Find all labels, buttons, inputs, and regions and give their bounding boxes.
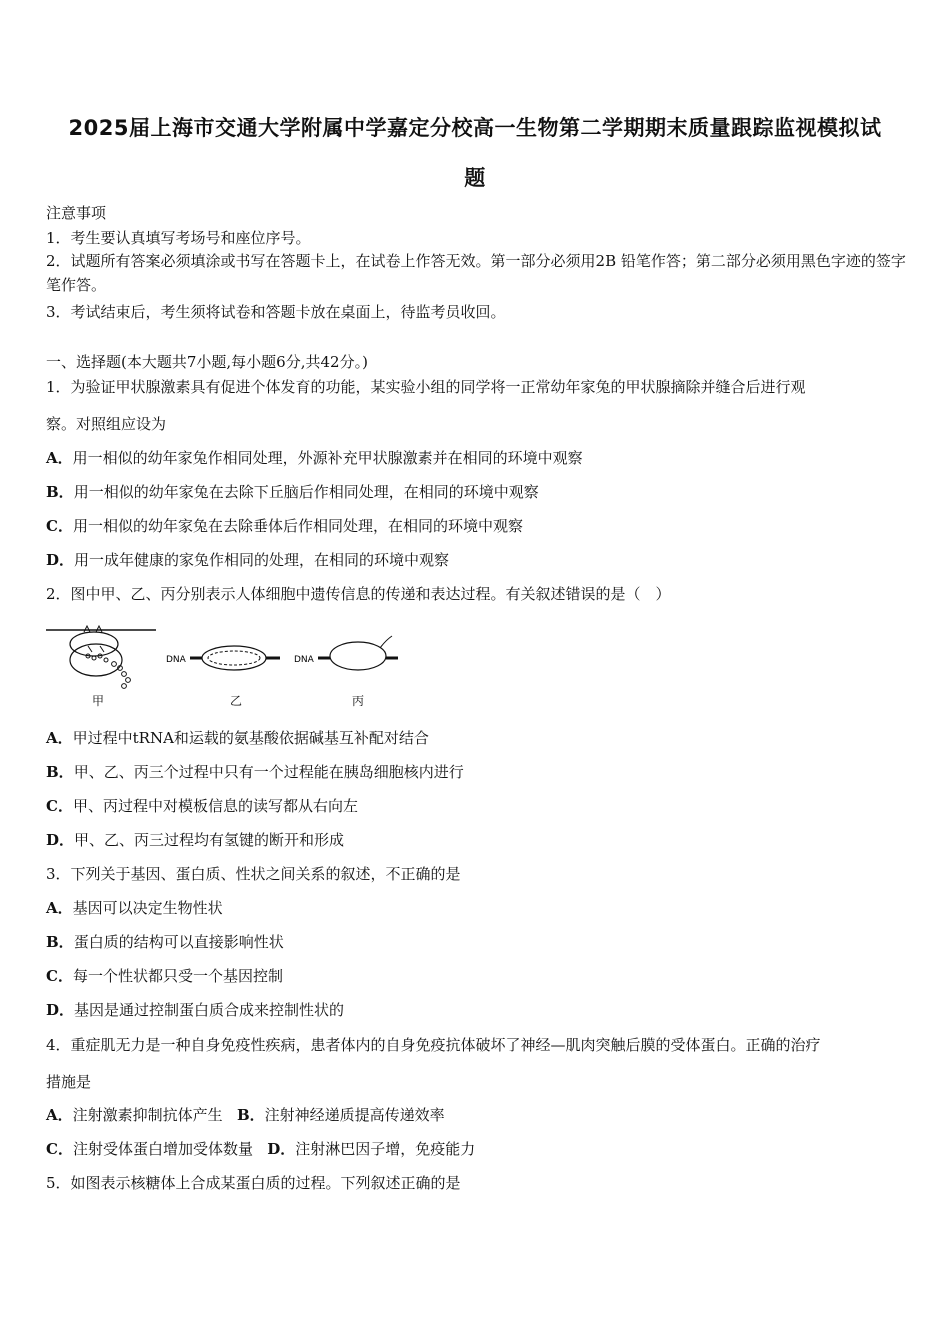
- question-5-stem: [46, 1172, 461, 1193]
- option-letter: B．: [236, 1106, 265, 1124]
- option-letter: C．: [46, 1140, 73, 1158]
- option-letter: A．: [46, 729, 73, 747]
- option-letter: B．: [46, 933, 74, 951]
- option-text: 注射神经递质提高传递效率: [264, 1106, 445, 1124]
- question-number: 3．: [46, 865, 71, 883]
- question-1-option-b: [46, 481, 539, 502]
- option-letter: B．: [46, 483, 74, 501]
- option-text: 用一相似的幼年家兔在去除下丘脑后作相同处理，在相同的环境中观察: [73, 483, 539, 501]
- question-2-option-d: [46, 829, 344, 850]
- question-3-option-d: [46, 999, 344, 1020]
- replication-diagram: [166, 646, 280, 670]
- question-4-options-row-2: [46, 1138, 475, 1159]
- question-3-option-a: [46, 897, 223, 918]
- notice-item-2: 2．试题所有答案必须填涂或书写在答题卡上，在试卷上作答无效。第一部分必须用2B 铅笔作答；第二部分必须用黑色字迹的签字笔作答。: [46, 252, 906, 294]
- question-number: 4．: [46, 1036, 71, 1054]
- option-text: 注射淋巴因子增，免疫能力: [295, 1140, 476, 1158]
- question-2-stem: [46, 583, 671, 604]
- option-letter: B．: [46, 763, 74, 781]
- option-text: 用一成年健康的家兔作相同的处理，在相同的环境中观察: [74, 551, 450, 569]
- question-4-stem-cont: 措施是: [46, 1073, 92, 1091]
- option-text: 基因可以决定生物性状: [72, 899, 223, 917]
- question-number: 2．: [46, 585, 71, 603]
- option-text: 用一相似的幼年家兔在去除垂体后作相同处理，在相同的环境中观察: [72, 517, 523, 535]
- figure-label-jia: 甲: [92, 694, 105, 708]
- option-letter: D．: [267, 1140, 296, 1158]
- option-text: 甲、乙、丙三过程均有氢键的断开和形成: [74, 831, 345, 849]
- option-text: 甲、丙过程中对模板信息的读写都从右向左: [72, 797, 358, 815]
- question-4-options-row-1: [46, 1104, 445, 1125]
- notice-heading: 注意事项: [46, 204, 107, 222]
- question-1-option-a: [46, 447, 583, 468]
- question-3-stem: [46, 863, 461, 884]
- option-letter: C．: [46, 517, 73, 535]
- question-stem-text: 图中甲、乙、丙分别表示人体细胞中遗传信息的传递和表达过程。有关叙述错误的是（ ）: [70, 585, 671, 603]
- option-text: 注射激素抑制抗体产生: [72, 1106, 223, 1124]
- question-stem-text: 重症肌无力是一种自身免疫性疾病，患者体内的自身免疫抗体破坏了神经—肌肉突触后膜的受体蛋白。正确的治疗: [70, 1036, 821, 1054]
- dna-label-1: DNA: [166, 655, 186, 665]
- option-text: 甲、乙、丙三个过程中只有一个过程能在胰岛细胞核内进行: [73, 763, 464, 781]
- figure-label-yi: 乙: [230, 694, 243, 708]
- option-text: 注射受体蛋白增加受体数量: [72, 1140, 253, 1158]
- question-stem-text: 下列关于基因、蛋白质、性状之间关系的叙述，不正确的是: [70, 865, 461, 883]
- exam-title-line1: 2025届上海市交通大学附属中学嘉定分校高一生物第二学期期末质量跟踪监视模拟试: [68, 116, 882, 140]
- question-1-option-d: [46, 549, 449, 570]
- transcription-diagram: [294, 636, 398, 670]
- question-1-stem: [46, 376, 806, 397]
- exam-title-line2: 题: [464, 166, 486, 190]
- question-2-option-b: [46, 761, 464, 782]
- figure-label-bing: 丙: [352, 694, 365, 708]
- question-3-option-b: [46, 931, 284, 952]
- section-heading: 一、选择题(本大题共7小题,每小题6分,共42分。): [46, 353, 368, 371]
- question-2-option-c: [46, 795, 358, 816]
- question-3-option-c: [46, 965, 283, 986]
- option-text: 用一相似的幼年家兔作相同处理，外源补充甲状腺激素并在相同的环境中观察: [72, 449, 583, 467]
- option-text: 每一个性状都只受一个基因控制: [72, 967, 283, 985]
- translation-diagram: [46, 626, 156, 688]
- option-letter: D．: [46, 1001, 75, 1019]
- dna-label-2: DNA: [294, 655, 314, 665]
- question-number: 5．: [46, 1174, 71, 1192]
- option-letter: A．: [46, 1106, 73, 1124]
- notice-item-3: 3．考试结束后，考生须将试卷和答题卡放在桌面上，待监考员收回。: [46, 303, 506, 321]
- option-letter: A．: [46, 449, 73, 467]
- option-letter: D．: [46, 831, 75, 849]
- question-1-stem-cont: 察。对照组应设为: [46, 415, 167, 433]
- option-letter: D．: [46, 551, 75, 569]
- notice-item-1: 1．考生要认真填写考场号和座位序号。: [46, 229, 311, 247]
- option-letter: C．: [46, 967, 73, 985]
- question-stem-text: 如图表示核糖体上合成某蛋白质的过程。下列叙述正确的是: [70, 1174, 461, 1192]
- option-text: 甲过程中tRNA和运载的氨基酸依据碱基互补配对结合: [72, 729, 429, 747]
- question-stem-text: 为验证甲状腺激素具有促进个体发育的功能，某实验小组的同学将一正常幼年家兔的甲状腺摘除并缝合后进行观: [70, 378, 806, 396]
- option-letter: C．: [46, 797, 73, 815]
- question-1-option-c: [46, 515, 523, 536]
- question-2-option-a: [46, 727, 429, 748]
- question-4-stem: [46, 1034, 821, 1055]
- option-letter: A．: [46, 899, 73, 917]
- option-text: 基因是通过控制蛋白质合成来控制性状的: [74, 1001, 345, 1019]
- question-number: 1．: [46, 378, 71, 396]
- option-text: 蛋白质的结构可以直接影响性状: [73, 933, 284, 951]
